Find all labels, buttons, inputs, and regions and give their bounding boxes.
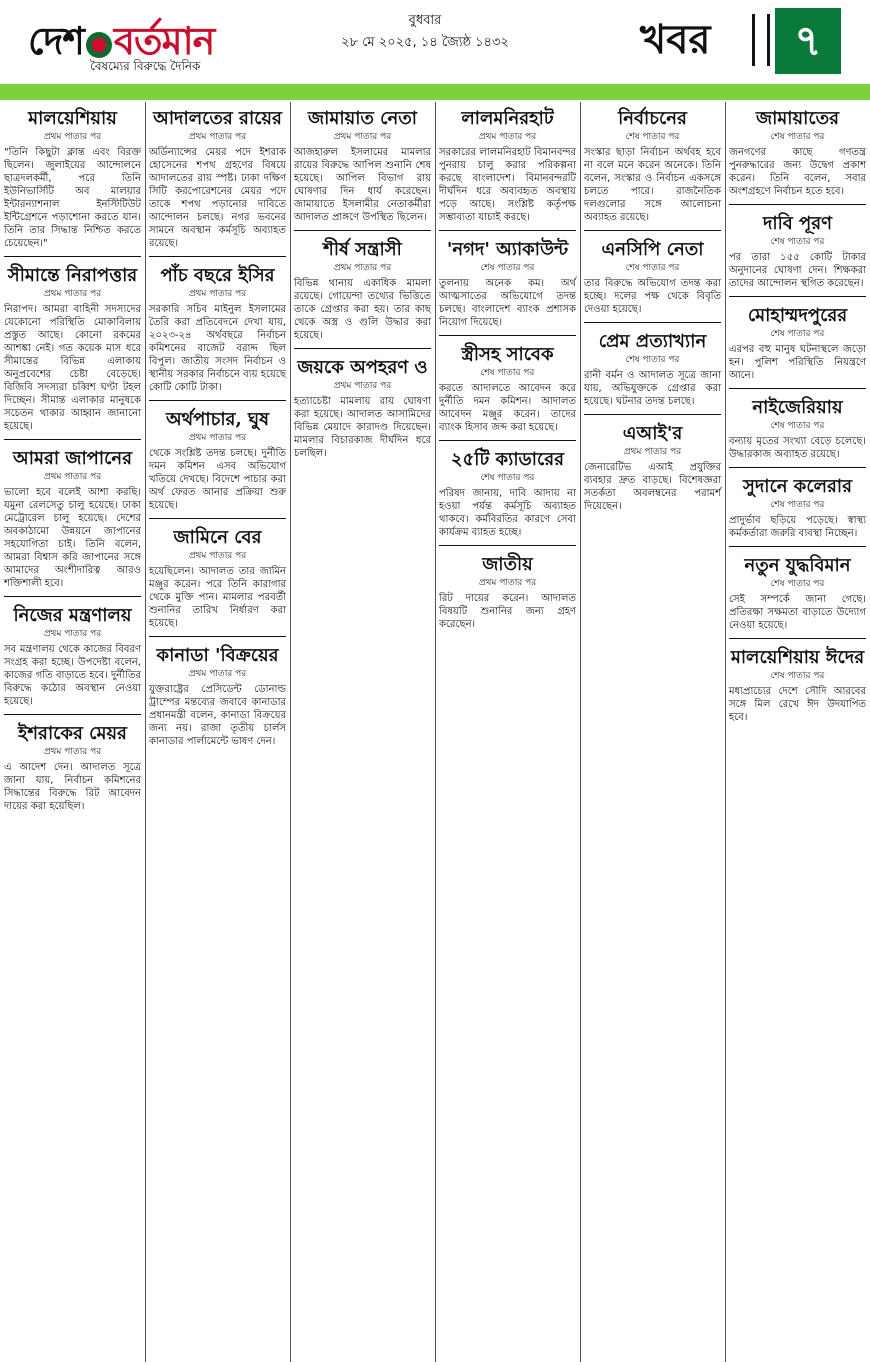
article — [439, 449, 576, 539]
article — [294, 239, 431, 342]
article — [439, 239, 576, 329]
continued-label: শেষ পাতার পর — [480, 473, 535, 483]
tagline: বৈষম্যের বিরুদ্ধে দৈনিক — [90, 59, 201, 73]
article — [439, 108, 576, 224]
article-divider — [729, 546, 866, 547]
article-divider — [584, 322, 721, 323]
article-divider — [439, 335, 576, 336]
article-body: রিট দায়ের করেন। আদালত বিষয়টি শুনানির জন্য গ্রহণ করেছেন। — [439, 593, 576, 630]
continued-label: প্রথম পাতার পর — [188, 669, 247, 679]
article-headline[interactable]: আদালতের রায়ের — [153, 108, 282, 129]
article-divider — [729, 388, 866, 389]
continued-label: প্রথম পাতার পর — [333, 132, 392, 142]
article-divider — [4, 714, 141, 715]
article — [4, 723, 141, 813]
continued-label: শেষ পাতার পর — [770, 237, 825, 247]
logo-right-text: বর্তমান — [113, 18, 215, 63]
article-headline[interactable]: জয়কে অপহরণ ও — [297, 357, 428, 378]
article — [729, 108, 866, 198]
continued-label: প্রথম পাতার পর — [333, 263, 392, 273]
article-body: করতে আদালতে আবেদন করে দুর্নীতি দমন কমিশন। আদালত আবেদন মঞ্জুর করেন। তাদের ব্যাংক হিসাব জব্দ করা হয়েছে। — [439, 383, 576, 433]
article-body: ভালো হবে বলেই আশা করছি। যমুনা রেলসেতু চালু হয়েছে। ঢাকা মেট্রোরেল চালু হয়েছে। দেশের অবকাঠামো উন্নয়নে জাপানের সহযোগিতা চাই। তিনি বলেন, আমরা বিশ্বাস করি জাপানের সঙ্গে আমাদের অংশীদারিত্ব আরও শক্তিশালী হবে। — [4, 487, 141, 589]
article — [729, 647, 866, 724]
article-divider — [439, 230, 576, 231]
article-body: সরকারি সচিব মাইনুল ইসলামের তৈরি করা প্রতিবেদনে দেখা যায়, ২০২৩-২৪ অর্থবছরে নির্বাচন কমিশনের বাজেট বরাদ্দ ছিল বিপুল। জাতীয় সংসদ নির্বাচন ও স্থানীয় সরকার নির্বাচনে ব্যয় হয়েছে কোটি কোটি টাকা। — [149, 304, 286, 393]
continued-label: শেষ পাতার পর — [770, 671, 825, 681]
continued-label: প্রথম পাতার পর — [188, 551, 247, 561]
section-name: খবর — [640, 16, 711, 63]
article-headline[interactable]: জামিনে বের — [173, 527, 262, 548]
divider-bars — [752, 14, 770, 66]
article-divider — [439, 545, 576, 546]
column-divider — [580, 102, 581, 1362]
logo-left-text: দেশ — [28, 18, 84, 63]
article-body: তুলনায় অনেক কম। অর্থ আত্মসাতের অভিযোগে তদন্ত চলছে। বাংলাদেশ ব্যাংক প্রশাসক নিয়োগ দিয়েছে। — [439, 278, 576, 328]
news-column — [725, 100, 870, 1365]
article-body: সব মন্ত্রণালয় থেকে কাজের বিবরণ সংগ্রহ করা হচ্ছে। উপদেষ্টা বলেন, কাজের গতি বাড়াতে হবে। দুর্নীতির বিরুদ্ধে কঠোর অবস্থান নেওয়া হয়েছে। — [4, 644, 141, 707]
article-divider — [294, 230, 431, 231]
news-column — [145, 100, 290, 1365]
article-headline[interactable]: প্রেম প্রত্যাখ্যান — [598, 331, 707, 352]
article — [584, 331, 721, 408]
article-headline[interactable]: মালয়েশিয়ায় — [28, 108, 117, 129]
article-divider — [149, 256, 286, 257]
article — [729, 305, 866, 382]
article-body: বন্যায় মৃতের সংখ্যা বেড়ে চলেছে। উদ্ধারকাজ অব্যাহত রয়েছে। — [729, 436, 866, 460]
column-divider — [145, 102, 146, 1362]
article — [4, 108, 141, 250]
article — [729, 213, 866, 290]
article — [584, 423, 721, 513]
article-headline[interactable]: জামায়াতের — [755, 108, 839, 129]
continued-label: প্রথম পাতার পর — [43, 747, 102, 757]
article-body: আজহারুল ইসলামের মামলার রায়ের বিরুদ্ধে আপিল শুনানি শেষ হয়েছে। আপিল বিভাগ রায় ঘোষণার দিন ধার্য করেছেন। জামায়াতে ইসলামীর নেতাকর্মীরা আদালত প্রাঙ্গণে উপস্থিত ছিলেন। — [294, 147, 431, 223]
continued-label: শেষ পাতার পর — [770, 579, 825, 589]
article-headline[interactable]: কানাডা 'বিক্রয়ের — [156, 645, 279, 666]
article-divider — [729, 296, 866, 297]
article-body: মধ্যপ্রাচ্যের দেশে সৌদি আরবের সঙ্গে মিল রেখে ঈদ উদযাপিত হবে। — [729, 686, 866, 723]
article-divider — [729, 638, 866, 639]
article-body: অর্ডিন্যান্সের মেয়র পদে ইশরাক হোসেনের শপথ গ্রহণের বিষয়ে আদালতের রায় স্পষ্ট। ঢাকা দক্ষিণ সিটি করপোরেশনের মেয়র পদে তাকে শপথ পড়ানোর দাবিতে আন্দোলন চলছে। নগর ভবনের সামনে অবস্থান কর্মসূচি অব্যাহত রয়েছে। — [149, 147, 286, 249]
news-column — [580, 100, 725, 1365]
continued-label: শেষ পাতার পর — [770, 421, 825, 431]
continued-label: প্রথম পাতার পর — [43, 132, 102, 142]
article-headline[interactable]: মালয়েশিয়ায় ঈদের — [730, 647, 865, 668]
column-divider — [725, 102, 726, 1362]
article-divider — [149, 518, 286, 519]
dateline-date: ২৮ মে ২০২৫, ১৪ জ্যৈষ্ঠ ১৪৩২ — [341, 35, 509, 50]
continued-label: প্রথম পাতার পর — [188, 289, 247, 299]
article-divider — [294, 348, 431, 349]
article — [149, 645, 286, 748]
article-body: এরপর বহু মানুষ ঘটনাস্থলে জড়ো হন। পুলিশ পরিস্থিতি নিয়ন্ত্রণে আনে। — [729, 344, 866, 381]
article-headline[interactable]: সুদানে কলেরার — [742, 476, 853, 497]
continued-label: প্রথম পাতার পর — [333, 381, 392, 391]
article-body: যুক্তরাষ্ট্রের প্রেসিডেন্ট ডোনাল্ড ট্রাম্পের মন্তব্যের জবাবে কানাডার প্রধানমন্ত্রী বলেন, কানাডা বিক্রয়ের জন্য নয়। রাজা তৃতীয় চার্লস কানাডার পার্লামেন্টে ভাষণ দেন। — [149, 684, 286, 747]
continued-label: শেষ পাতার পর — [770, 132, 825, 142]
article — [149, 409, 286, 512]
article-headline[interactable]: অর্থপাচার, ঘুষ — [165, 409, 270, 430]
continued-label: প্রথম পাতার পর — [188, 433, 247, 443]
article-body: জনগণের কাছে গণতন্ত্র পুনরুদ্ধারের জন্য উদ্বেগ প্রকাশ করেন। তিনি বলেন, সবার অংশগ্রহণে নির্বাচন হতে হবে। — [729, 147, 866, 197]
article-body: হত্যাচেষ্টা মামলায় রায় ঘোষণা করা হয়েছে। আদালত আসামিদের বিভিন্ন মেয়াদে কারাদণ্ড দিয়েছেন। মামলার বিচারকাজ দীর্ঘদিন ধরে চলছিল। — [294, 396, 431, 459]
continued-label: প্রথম পাতার পর — [478, 132, 537, 142]
article — [439, 344, 576, 434]
article-divider — [4, 439, 141, 440]
article — [439, 554, 576, 631]
page-number: ৭ — [775, 8, 841, 74]
article-headline[interactable]: জামায়াত নেতা — [308, 108, 417, 129]
article-headline[interactable]: শীর্ষ সন্ত্রাসী — [323, 239, 402, 260]
article-headline[interactable]: স্ত্রীসহ সাবেক — [461, 344, 554, 365]
article-headline[interactable]: এআই'র — [622, 423, 683, 444]
continued-label: শেষ পাতার পর — [625, 355, 680, 365]
dateline-day: বুধবার — [408, 13, 442, 28]
article — [294, 108, 431, 224]
article-headline[interactable]: আমরা জাপানের — [12, 448, 133, 469]
article-divider — [4, 256, 141, 257]
article-headline[interactable]: ইশরাকের মেয়র — [18, 723, 127, 744]
continued-label: প্রথম পাতার পর — [43, 629, 102, 639]
continued-label: শেষ পাতার পর — [625, 263, 680, 273]
article-body: "তিনি কিছুটা ক্লান্ত এবং বিরক্ত ছিলেন। জুলাইয়ের আন্দোলনে ছাত্রদলকর্মী, পরে তিনি ইউনিভার্সিটি অব মালয়ার ইন্টারন্যাশনাল ইনস্টিটিউট ইন্টিগ্রেশনে পড়াশোনা করতে যান। তিনি তার সিদ্ধান্ত নিশ্চিত করতে চেয়েছেন।" — [4, 147, 141, 249]
article — [4, 605, 141, 708]
article-body: হয়েছিলেন। আদালত তার জামিন মঞ্জুর করেন। পরে তিনি কারাগার থেকে মুক্তি পান। মামলার পরবর্তী শুনানির তারিখ নির্ধারণ করা হয়েছে। — [149, 566, 286, 629]
article-body: এ আদেশ দেন। আদালত সূত্রে জানা যায়, নির্বাচন কমিশনের সিদ্ধান্তের বিরুদ্ধে রিট আবেদন দায়ের করা হয়েছিল। — [4, 762, 141, 812]
continued-label: প্রথম পাতার পর — [188, 132, 247, 142]
article-headline[interactable]: দাবি পূরণ — [762, 213, 833, 234]
article-divider — [584, 414, 721, 415]
continued-label: শেষ পাতার পর — [770, 329, 825, 339]
article-headline[interactable]: সীমান্তে নিরাপত্তার — [7, 265, 138, 286]
article-body: সরকারের লালমনিরহাট বিমানবন্দর পুনরায় চালু করার পরিকল্পনা করছে বাংলাদেশ। বিমানবন্দরটি দীর্ঘদিন ধরে অব্যবহৃত অবস্থায় পড়ে আছে। সংশ্লিষ্ট কর্তৃপক্ষ সম্ভাব্যতা যাচাই করছে। — [439, 147, 576, 223]
article — [729, 555, 866, 632]
article-headline[interactable]: লালমনিরহাট — [461, 108, 554, 129]
continued-label: শেষ পাতার পর — [625, 132, 680, 142]
continued-label: প্রথম পাতার পর — [478, 578, 537, 588]
article-divider — [4, 596, 141, 597]
article-headline[interactable]: এনসিপি নেতা — [601, 239, 704, 260]
article-headline[interactable]: নির্বাচনের — [618, 108, 687, 129]
article — [584, 239, 721, 316]
article-body: থেকে সংশ্লিষ্ট তদন্ত চলছে। দুর্নীতি দমন কমিশন এসব অভিযোগ খতিয়ে দেখছে। বিদেশে পাচার করা অর্থ ফেরত আনার প্রক্রিয়া শুরু হয়েছে। — [149, 448, 286, 511]
article-divider — [584, 230, 721, 231]
article-body: পর তারা ১৫৫ কোটি টাকার অনুদানের ঘোষণা দেন। শিক্ষকরা তাদের আন্দোলন স্থগিত করেছেন। — [729, 252, 866, 289]
article-body: তার বিরুদ্ধে অভিযোগ তদন্ত করা হচ্ছে। দলের পক্ষ থেকে বিবৃতি দেওয়া হয়েছে। — [584, 278, 721, 315]
header-rule — [0, 84, 870, 100]
article-divider — [149, 636, 286, 637]
article — [149, 527, 286, 630]
article-body: সেই সম্পর্কে জানা গেছে। প্রতিরক্ষা সক্ষমতা বাড়াতে উদ্যোগ নেওয়া হয়েছে। — [729, 594, 866, 631]
article-body: জেনারেটিভ এআই প্রযুক্তির ব্যবহার দ্রুত বাড়ছে। বিশেষজ্ঞরা সতর্কতা অবলম্বনের পরামর্শ দিয়েছেন। — [584, 462, 721, 512]
article-headline[interactable]: মোহাম্মদপুরের — [747, 305, 848, 326]
article-body: বিভিন্ন থানায় একাধিক মামলা রয়েছে। গোয়েন্দা তথ্যের ভিত্তিতে তাকে গ্রেপ্তার করা হয়। তার কাছ থেকে অস্ত্র ও গুলি উদ্ধার করা হয়েছে। — [294, 278, 431, 341]
article-headline[interactable]: নিজের মন্ত্রণালয় — [13, 605, 132, 626]
article-headline[interactable]: পাঁচ বছরে ইসির — [160, 265, 275, 286]
logo-emblem-icon — [86, 32, 112, 58]
article-divider — [729, 467, 866, 468]
continued-label: শেষ পাতার পর — [480, 263, 535, 273]
dateline — [270, 10, 580, 54]
article — [729, 397, 866, 461]
column-divider — [435, 102, 436, 1362]
article — [149, 108, 286, 250]
article-headline[interactable]: ২৫টি ক্যাডারের — [450, 449, 565, 470]
article — [584, 108, 721, 224]
article — [4, 265, 141, 433]
continued-label: প্রথম পাতার পর — [43, 472, 102, 482]
masthead — [0, 0, 870, 84]
article — [4, 448, 141, 590]
article-divider — [729, 204, 866, 205]
article — [729, 476, 866, 540]
article-body: পরিষদ জানায়, দাবি আদায় না হওয়া পর্যন্ত কর্মসূচি অব্যাহত থাকবে। কর্মবিরতির কারণে সেবা কার্যক্রম ব্যাহত হচ্ছে। — [439, 488, 576, 538]
continued-label: শেষ পাতার পর — [770, 500, 825, 510]
article-headline[interactable]: 'নগদ' অ্যাকাউন্ট — [446, 239, 569, 260]
continued-label: শেষ পাতার পর — [480, 368, 535, 378]
article-body: প্রাদুর্ভাব ছড়িয়ে পড়েছে। স্বাস্থ্য কর্মকর্তারা জরুরি ব্যবস্থা নিচ্ছেন। — [729, 515, 866, 539]
column-divider — [290, 102, 291, 1362]
article-headline[interactable]: জাতীয় — [482, 554, 533, 575]
article-body: রানী বর্মন ও আদালত সূত্রে জানা যায়, অভিযুক্তকে গ্রেপ্তার করা হয়েছে। ঘটনার তদন্ত চলছে। — [584, 370, 721, 407]
article — [149, 265, 286, 394]
article-divider — [439, 440, 576, 441]
continued-label: প্রথম পাতার পর — [43, 289, 102, 299]
article-headline[interactable]: নতুন যুদ্ধবিমান — [744, 555, 851, 576]
news-column — [290, 100, 435, 1365]
article-body: নিরাপদ। আমরা বাহিনী সদস্যদের যেকোনো পরিস্থিতি মোকাবিলায় প্রস্তুত আছে। কোনো রকমের আশঙ্কা নেই। গত কয়েক মাস ধরে সীমান্তের বিভিন্ন এলাকায় অনুপ্রবেশের চেষ্টা বেড়েছে। বিজিবি সদস্যরা চব্বিশ ঘণ্টা টহল দিচ্ছেন। সীমান্ত এলাকার মানুষকে সচেতন থাকার আহ্বান জানানো হয়েছে। — [4, 304, 141, 432]
news-column — [0, 100, 145, 1365]
article-body: সংস্কার ছাড়া নির্বাচন অর্থবহ হবে না বলে মনে করেন অনেকে। তিনি বলেন, সংস্কার ও নির্বাচন একসঙ্গে চলতে পারে। রাজনৈতিক দলগুলোর সঙ্গে আলোচনা অব্যাহত রয়েছে। — [584, 147, 721, 223]
article-headline[interactable]: নাইজেরিয়ায় — [752, 397, 843, 418]
continued-label: প্রথম পাতার পর — [623, 447, 682, 457]
article — [294, 357, 431, 460]
article-divider — [149, 400, 286, 401]
news-column — [435, 100, 580, 1365]
